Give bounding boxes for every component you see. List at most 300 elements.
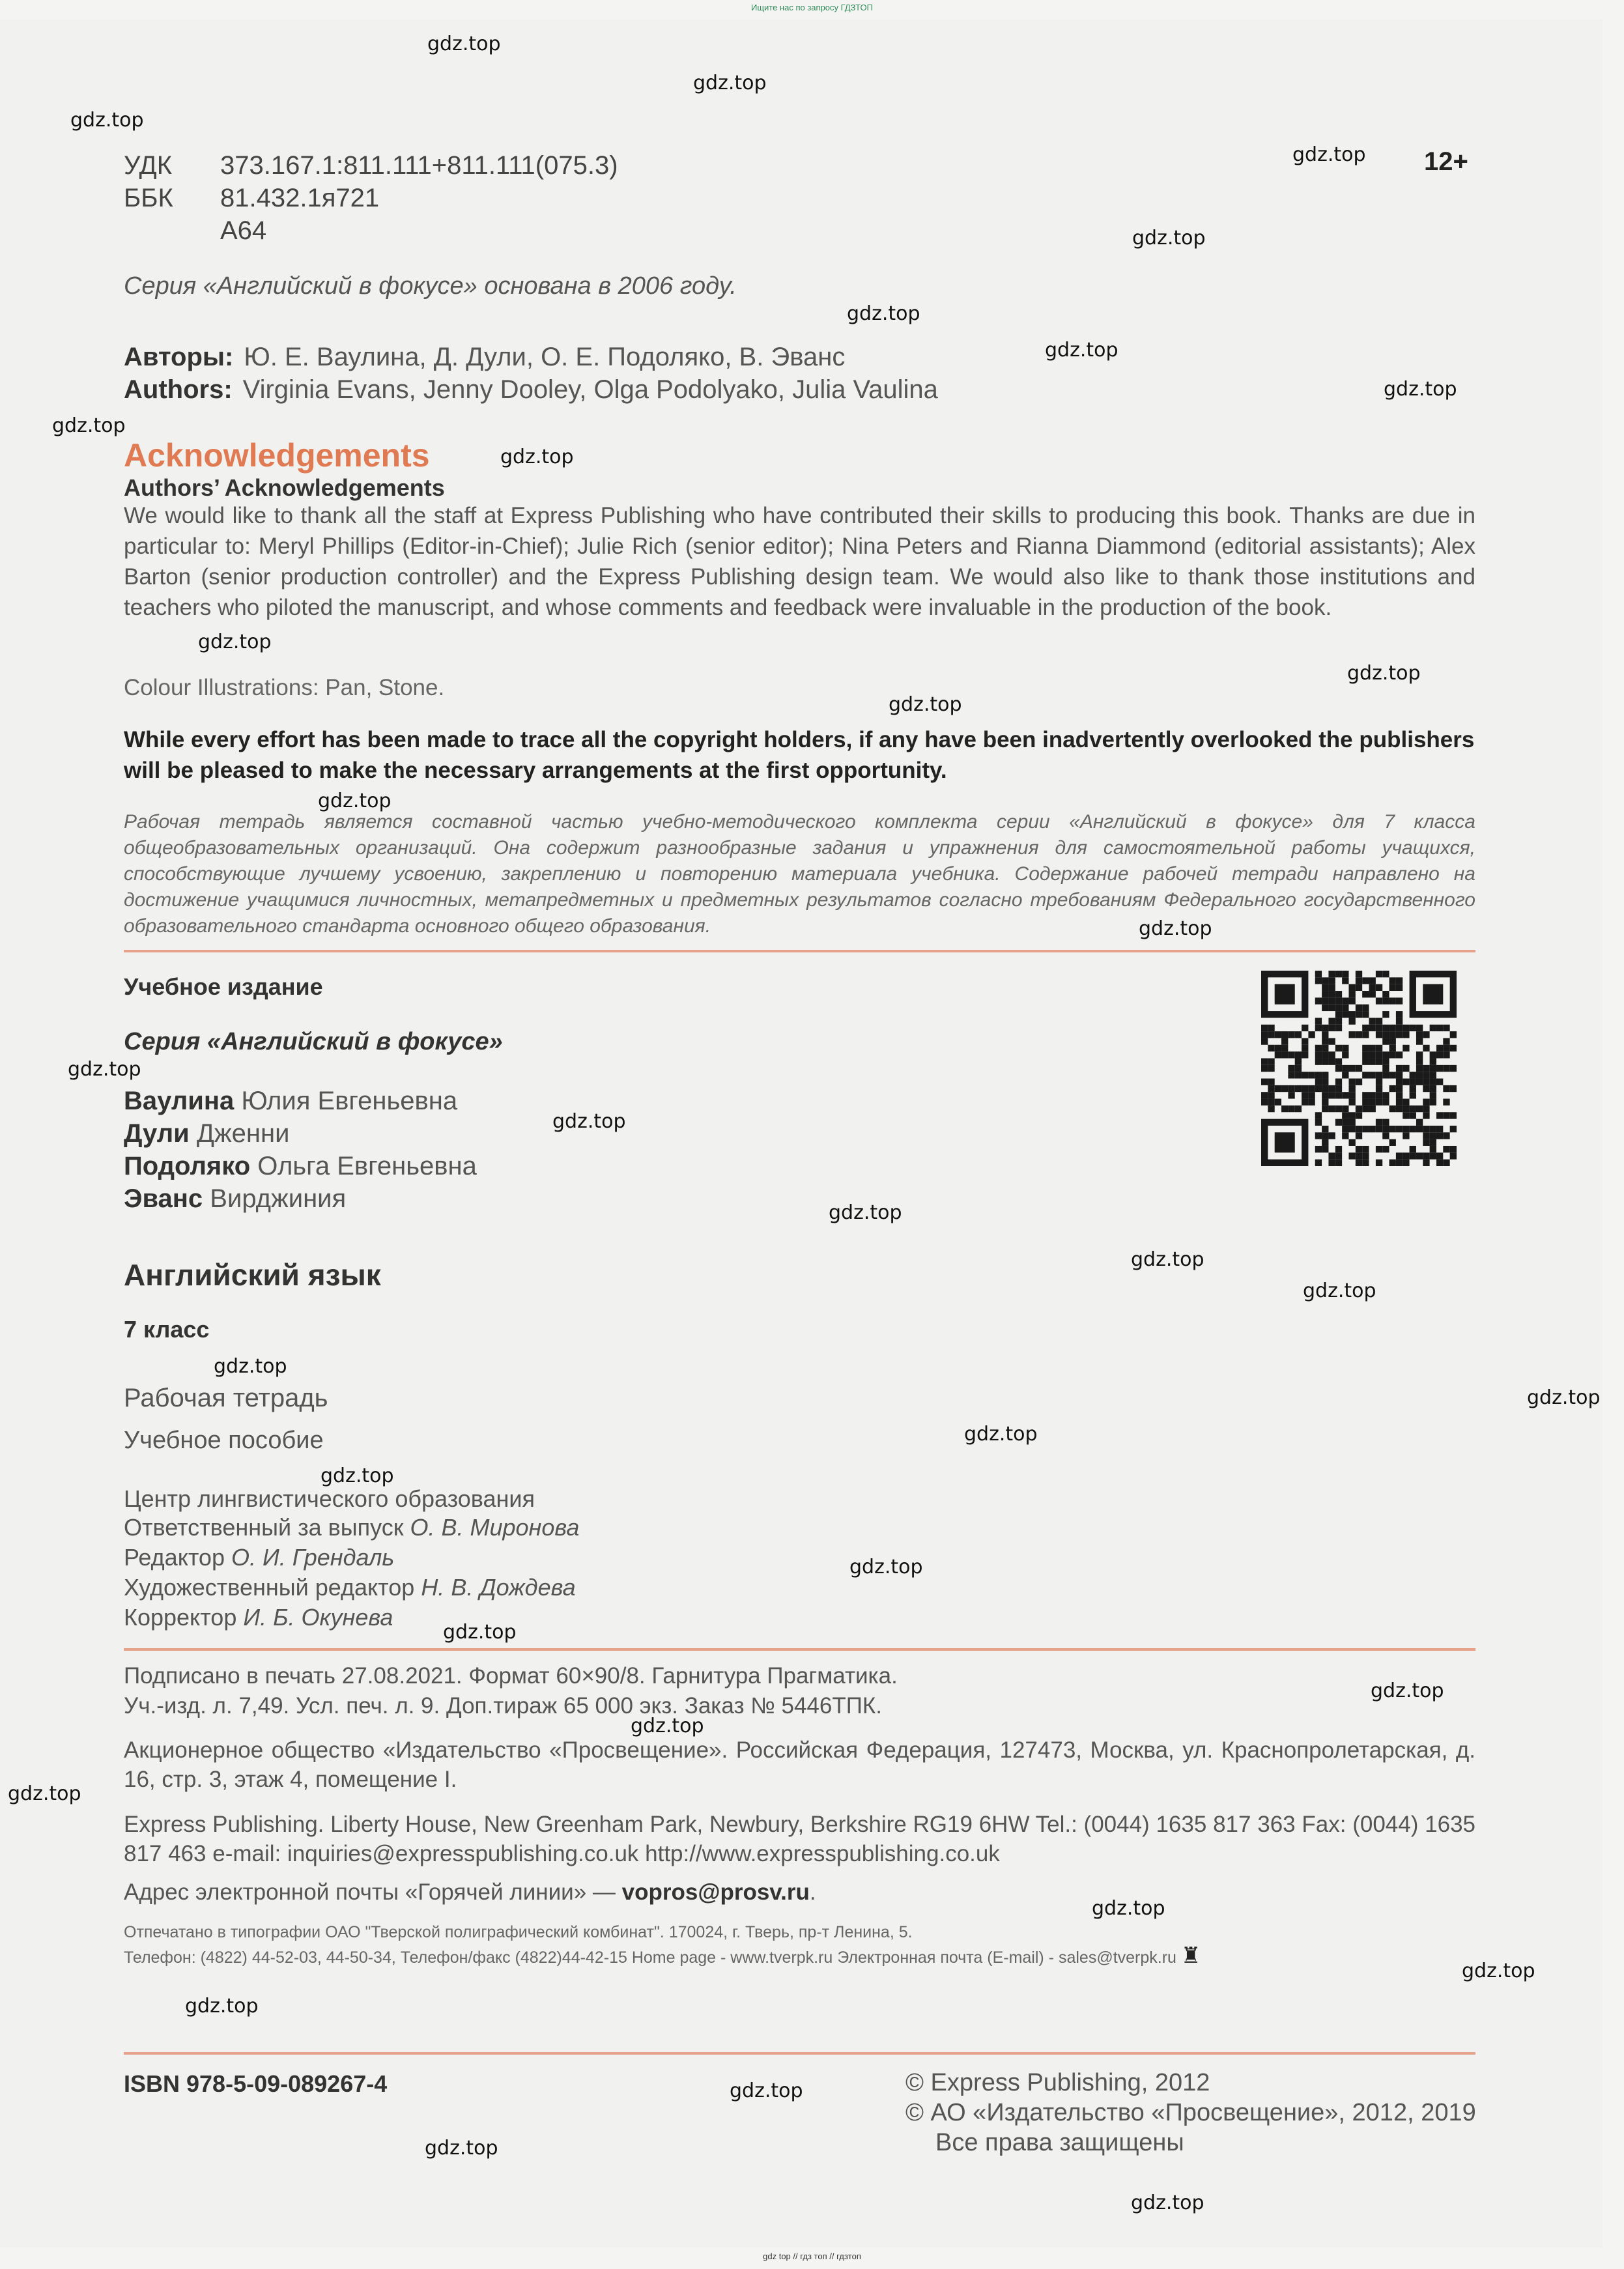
watermark: gdz.top — [552, 1110, 626, 1133]
qr-module — [1396, 1011, 1403, 1018]
qr-module — [1423, 1045, 1429, 1051]
qr-module — [1382, 1031, 1389, 1038]
qr-module — [1328, 1018, 1335, 1024]
qr-module — [1268, 1045, 1274, 1051]
printer-contacts: Телефон: (4822) 44-52-03, 44-50-34, Телефон/факс (4822)44-42-15 Home page - www.tverpk.ru Электронная почта (E-mail) - sales@tverpk.ru — [124, 1948, 1176, 1967]
qr-module — [1430, 1146, 1436, 1152]
qr-module — [1389, 977, 1396, 984]
qr-module — [1302, 1099, 1308, 1106]
qr-module — [1389, 1045, 1396, 1051]
qr-module — [1348, 1119, 1355, 1126]
age-rating: 12+ — [1424, 147, 1468, 176]
qr-module — [1315, 1085, 1322, 1092]
qr-module — [1362, 1051, 1369, 1058]
qr-module — [1335, 1152, 1342, 1159]
qr-module — [1436, 1126, 1443, 1132]
subject-title: Английский язык — [124, 1258, 381, 1292]
qr-module — [1288, 1085, 1294, 1092]
qr-module — [1382, 1126, 1389, 1132]
qr-module — [1403, 1025, 1409, 1031]
qr-module — [1382, 1038, 1389, 1044]
divider — [124, 950, 1475, 952]
classification-value: 81.432.1я721 — [220, 184, 380, 212]
qr-module — [1410, 1152, 1416, 1159]
qr-module — [1396, 1018, 1403, 1024]
qr-module — [1322, 1038, 1328, 1044]
classification-author-mark — [124, 216, 266, 246]
qr-module — [1396, 1051, 1403, 1058]
watermark: gdz.top — [1131, 1248, 1204, 1271]
classification-bbk — [124, 184, 379, 213]
classification-value: 373.167.1:811.111+811.111(075.3) — [220, 151, 618, 180]
qr-module — [1348, 1092, 1355, 1098]
qr-module — [1348, 1085, 1355, 1092]
qr-module — [1423, 1160, 1429, 1166]
qr-module — [1322, 1025, 1328, 1031]
qr-module — [1275, 1051, 1281, 1058]
workbook-description: Рабочая тетрадь является составной частью учебно-методического комплекта серии «Английский в фокусе» для 7 класса общеобразовательных организаций. Она содержит разнообразные задания и упражнения для самостоятельной работы учащихся, способствующие лучшему усвоению, закреплению и повторению материала учебника. Содержание рабочей тетради направлено на достижение учащимися личностных, метапредметных и предметных результатов согласно требованиям Федерального государственного образовательного стандарта основного общего образования. — [124, 811, 1475, 937]
qr-module — [1443, 1112, 1449, 1119]
qr-module — [1348, 991, 1355, 997]
watermark: gdz.top — [1462, 1960, 1535, 1982]
qr-module — [1362, 1092, 1369, 1098]
classification-label: УДК — [124, 151, 173, 180]
qr-module — [1376, 1092, 1382, 1098]
staff-name: И. Б. Окунева — [243, 1604, 393, 1631]
qr-module — [1342, 1045, 1348, 1051]
qr-module — [1362, 1005, 1369, 1011]
qr-module — [1416, 1119, 1423, 1126]
qr-module — [1335, 991, 1342, 997]
qr-module — [1430, 1092, 1436, 1098]
qr-module — [1335, 1005, 1342, 1011]
qr-module — [1295, 1031, 1302, 1038]
qr-module — [1356, 977, 1362, 984]
watermark: gdz.top — [427, 33, 501, 55]
qr-module — [1302, 1025, 1308, 1031]
qr-module — [1382, 1065, 1389, 1072]
qr-module — [1376, 1025, 1382, 1031]
qr-module — [1382, 1092, 1389, 1098]
qr-module — [1348, 1139, 1355, 1146]
qr-module — [1369, 1051, 1376, 1058]
qr-module — [1348, 1126, 1355, 1132]
book-kind: Учебное пособие — [124, 1427, 324, 1454]
qr-module — [1376, 1119, 1382, 1126]
watermark: gdz.top — [1131, 2191, 1204, 2214]
qr-module — [1342, 1092, 1348, 1098]
qr-module — [1443, 1025, 1449, 1031]
qr-module — [1322, 1005, 1328, 1011]
qr-module — [1362, 977, 1369, 984]
qr-module — [1362, 1025, 1369, 1031]
qr-module — [1261, 1092, 1268, 1098]
qr-module — [1396, 984, 1403, 991]
qr-module — [1261, 1031, 1268, 1038]
qr-module — [1342, 1126, 1348, 1132]
qr-module — [1348, 1079, 1355, 1085]
qr-module — [1430, 1085, 1436, 1092]
qr-module — [1443, 1132, 1449, 1139]
author-surname: Дули — [124, 1119, 190, 1148]
qr-module — [1382, 1058, 1389, 1064]
qr-module — [1342, 1106, 1348, 1112]
author-entry — [124, 1087, 457, 1116]
qr-module — [1389, 1160, 1396, 1166]
edition-type: Учебное издание — [124, 973, 323, 1000]
qr-module — [1268, 1025, 1274, 1031]
qr-module — [1302, 1038, 1308, 1044]
qr-module — [1450, 1152, 1457, 1159]
qr-module — [1328, 991, 1335, 997]
watermark: gdz.top — [847, 302, 920, 325]
qr-module — [1328, 1025, 1335, 1031]
qr-module — [1376, 1018, 1382, 1024]
divider — [124, 2052, 1475, 2055]
qr-module — [1322, 1126, 1328, 1132]
qr-module — [1389, 1106, 1396, 1112]
qr-module — [1436, 1152, 1443, 1159]
qr-module — [1308, 1092, 1315, 1098]
print-signed-line: Подписано в печать 27.08.2021. Формат 60×90/8. Гарнитура Прагматика. — [124, 1663, 898, 1689]
hotline-email[interactable]: vopros@prosv.ru — [621, 1879, 810, 1905]
qr-module — [1335, 1085, 1342, 1092]
qr-module — [1322, 1045, 1328, 1051]
qr-module — [1423, 1099, 1429, 1106]
qr-code — [1261, 971, 1457, 1166]
qr-module — [1322, 1051, 1328, 1058]
qr-module — [1450, 1065, 1457, 1072]
edition-series: Серия «Английский в фокусе» — [124, 1028, 503, 1055]
qr-module — [1342, 1005, 1348, 1011]
qr-module — [1275, 1045, 1281, 1051]
qr-module — [1376, 1058, 1382, 1064]
staff-entry — [124, 1574, 576, 1601]
qr-module — [1328, 977, 1335, 984]
qr-module — [1275, 1031, 1281, 1038]
staff-name: О. И. Грендаль — [231, 1544, 395, 1571]
qr-module — [1335, 1119, 1342, 1126]
qr-module — [1403, 1099, 1409, 1106]
qr-module — [1369, 991, 1376, 997]
qr-module — [1348, 1065, 1355, 1072]
qr-module — [1328, 1038, 1335, 1044]
qr-module — [1302, 1072, 1308, 1078]
qr-module — [1423, 1112, 1429, 1119]
qr-module — [1322, 1092, 1328, 1098]
qr-module — [1436, 1160, 1443, 1166]
qr-module — [1322, 1146, 1328, 1152]
qr-module — [1356, 1160, 1362, 1166]
qr-module — [1322, 984, 1328, 991]
qr-module — [1450, 1112, 1457, 1119]
qr-module — [1328, 984, 1335, 991]
qr-module — [1403, 1112, 1409, 1119]
qr-module — [1281, 1085, 1288, 1092]
qr-module — [1389, 1025, 1396, 1031]
qr-module — [1396, 1031, 1403, 1038]
qr-module — [1430, 1126, 1436, 1132]
watermark: gdz.top — [1092, 1897, 1165, 1920]
illustrations-credit: Colour Illustrations: Pan, Stone. — [124, 675, 445, 700]
hotline-label: Адрес электронной почты «Горячей линии» — — [124, 1879, 622, 1905]
watermark: gdz.top — [693, 72, 767, 94]
qr-module — [1369, 1126, 1376, 1132]
qr-module — [1362, 991, 1369, 997]
qr-module — [1315, 1146, 1322, 1152]
qr-module — [1348, 1011, 1355, 1018]
qr-module — [1396, 1085, 1403, 1092]
center-name: Центр лингвистического образования — [124, 1485, 535, 1512]
qr-module — [1268, 1085, 1274, 1092]
qr-module — [1389, 1085, 1396, 1092]
qr-module — [1328, 1051, 1335, 1058]
qr-module — [1302, 1051, 1308, 1058]
qr-module — [1369, 977, 1376, 984]
qr-module — [1281, 1106, 1288, 1112]
watermark: gdz.top — [730, 2079, 803, 2102]
qr-module — [1389, 1139, 1396, 1146]
print-volume-line: Уч.-изд. л. 7,49. Усл. печ. л. 9. Доп.тираж 65 000 экз. Заказ № 5446ТПК. — [124, 1693, 883, 1719]
qr-module — [1410, 1072, 1416, 1078]
qr-module — [1376, 1146, 1382, 1152]
author-name: Вирджиния — [210, 1184, 347, 1213]
staff-entry — [124, 1604, 393, 1631]
grade: 7 класс — [124, 1316, 210, 1343]
qr-finder-top-left — [1261, 971, 1308, 1018]
qr-module — [1430, 1139, 1436, 1146]
printer-logo-icon: ♜ — [1180, 1943, 1201, 1968]
qr-module — [1382, 1119, 1389, 1126]
qr-module — [1443, 1038, 1449, 1044]
qr-module — [1403, 1045, 1409, 1051]
staff-entry — [124, 1544, 394, 1571]
qr-module — [1281, 1051, 1288, 1058]
divider — [124, 1648, 1475, 1651]
qr-module — [1376, 971, 1382, 977]
qr-module — [1430, 1152, 1436, 1159]
qr-module — [1342, 1072, 1348, 1078]
qr-module — [1403, 1079, 1409, 1085]
qr-module — [1356, 1065, 1362, 1072]
qr-module — [1410, 1092, 1416, 1098]
qr-module — [1261, 1079, 1268, 1085]
qr-finder-top-right — [1410, 971, 1457, 1018]
classification-udk — [124, 151, 618, 180]
qr-module — [1389, 1072, 1396, 1078]
qr-module — [1335, 1092, 1342, 1098]
qr-module — [1436, 1025, 1443, 1031]
qr-module — [1356, 1146, 1362, 1152]
qr-module — [1423, 1031, 1429, 1038]
qr-module — [1348, 984, 1355, 991]
qr-module — [1436, 1132, 1443, 1139]
qr-module — [1362, 1072, 1369, 1078]
qr-module — [1376, 1085, 1382, 1092]
authors-en-names: Virginia Evans, Jenny Dooley, Olga Podolyako, Julia Vaulina — [242, 375, 938, 404]
qr-module — [1295, 1051, 1302, 1058]
author-surname: Эванс — [124, 1184, 203, 1213]
watermark: gdz.top — [889, 693, 962, 716]
qr-module — [1268, 1106, 1274, 1112]
watermark: gdz.top — [318, 790, 392, 812]
qr-module — [1335, 1018, 1342, 1024]
staff-role: Корректор — [124, 1604, 237, 1631]
qr-module — [1382, 1051, 1389, 1058]
qr-module — [1275, 1085, 1281, 1092]
qr-module — [1423, 1079, 1429, 1085]
qr-finder-bottom-left — [1261, 1119, 1308, 1166]
qr-module — [1315, 1045, 1322, 1051]
qr-module — [1416, 1051, 1423, 1058]
staff-role: Ответственный за выпуск — [124, 1514, 404, 1541]
qr-module — [1302, 1092, 1308, 1098]
watermark: gdz.top — [1527, 1386, 1601, 1409]
qr-module — [1443, 1160, 1449, 1166]
qr-module — [1328, 971, 1335, 977]
qr-module — [1342, 997, 1348, 1004]
qr-module — [1322, 991, 1328, 997]
qr-module — [1315, 1132, 1322, 1139]
qr-module — [1382, 991, 1389, 997]
copyright-line: © АО «Издательство «Просвещение», 2012, 2019 — [905, 2099, 1476, 2126]
author-entry — [124, 1119, 289, 1149]
qr-module — [1382, 1072, 1389, 1078]
book-type: Рабочая тетрадь — [124, 1384, 328, 1412]
qr-module — [1322, 997, 1328, 1004]
qr-module — [1335, 1079, 1342, 1085]
qr-module — [1335, 971, 1342, 977]
watermark: gdz.top — [185, 1995, 259, 2018]
qr-module — [1342, 1011, 1348, 1018]
qr-module — [1328, 1152, 1335, 1159]
author-surname: Подоляко — [124, 1152, 251, 1180]
qr-module — [1342, 977, 1348, 984]
qr-module — [1443, 1099, 1449, 1106]
qr-module — [1362, 1099, 1369, 1106]
qr-module — [1376, 984, 1382, 991]
copyright-line: Все права защищены — [935, 2129, 1184, 2156]
qr-module — [1423, 1152, 1429, 1159]
qr-module — [1416, 1025, 1423, 1031]
qr-module — [1268, 1058, 1274, 1064]
acknowledgements-title: Acknowledgements — [124, 437, 430, 474]
watermark: gdz.top — [214, 1355, 287, 1378]
staff-name: О. В. Миронова — [410, 1514, 580, 1541]
qr-module — [1322, 1079, 1328, 1085]
qr-module — [1302, 1045, 1308, 1051]
qr-module — [1295, 1085, 1302, 1092]
qr-module — [1416, 1072, 1423, 1078]
qr-module — [1356, 1132, 1362, 1139]
qr-module — [1382, 1025, 1389, 1031]
qr-module — [1322, 1139, 1328, 1146]
qr-module — [1382, 1011, 1389, 1018]
qr-module — [1423, 1126, 1429, 1132]
qr-module — [1416, 1058, 1423, 1064]
staff-role: Редактор — [124, 1544, 225, 1571]
qr-module — [1436, 1045, 1443, 1051]
qr-module — [1403, 1065, 1409, 1072]
qr-module — [1410, 1025, 1416, 1031]
watermark: gdz.top — [1384, 378, 1457, 401]
qr-module — [1302, 1085, 1308, 1092]
hotline-end: . — [809, 1879, 816, 1905]
qr-module — [1396, 1072, 1403, 1078]
watermark: gdz.top — [1132, 227, 1206, 250]
qr-module — [1356, 1011, 1362, 1018]
qr-module — [1389, 1038, 1396, 1044]
authors-en — [124, 375, 938, 405]
qr-module — [1268, 1079, 1274, 1085]
qr-module — [1423, 1072, 1429, 1078]
qr-module — [1335, 1011, 1342, 1018]
qr-module — [1450, 1146, 1457, 1152]
qr-module — [1436, 1065, 1443, 1072]
qr-module — [1356, 1031, 1362, 1038]
qr-module — [1335, 1106, 1342, 1112]
watermark: gdz.top — [321, 1464, 394, 1487]
qr-module — [1396, 977, 1403, 984]
qr-module — [1261, 1058, 1268, 1064]
qr-module — [1322, 1031, 1328, 1038]
qr-module — [1376, 1051, 1382, 1058]
qr-module — [1281, 1031, 1288, 1038]
authors-ru-label: Авторы: — [124, 343, 234, 371]
qr-module — [1315, 1051, 1322, 1058]
authors-ru — [124, 343, 845, 372]
qr-module — [1348, 1099, 1355, 1106]
watermark: gdz.top — [8, 1782, 81, 1805]
qr-module — [1362, 1031, 1369, 1038]
qr-module — [1443, 1045, 1449, 1051]
qr-module — [1356, 1126, 1362, 1132]
qr-module — [1389, 984, 1396, 991]
qr-module — [1295, 1058, 1302, 1064]
qr-module — [1376, 997, 1382, 1004]
qr-module — [1335, 1025, 1342, 1031]
watermark: gdz.top — [631, 1715, 704, 1737]
classification-value: А64 — [220, 216, 267, 245]
qr-module — [1389, 1031, 1396, 1038]
author-name: Юлия Евгеньевна — [241, 1087, 458, 1115]
watermark: gdz.top — [52, 414, 126, 437]
qr-module — [1443, 1085, 1449, 1092]
qr-module — [1356, 1106, 1362, 1112]
qr-module — [1430, 1079, 1436, 1085]
qr-module — [1436, 1079, 1443, 1085]
qr-module — [1295, 1065, 1302, 1072]
acknowledgements-body: We would like to thank all the staff at Express Publishing who have contributed their skills to producing this book. Thanks are due in particular to: Meryl Phillips (Editor-in-Chief); Julie Rich (senior editor); Nina Peters and Rianna Diammond (editorial assistants); Alex Barton (senior production controller) and the Express Publishing design team. We would also like to thank those institutions and teachers who piloted the manuscript, and whose comments and feedback were invaluable in the production of the book. — [124, 503, 1475, 620]
acknowledgements-subtitle: Authors’ Acknowledgements — [124, 474, 445, 501]
qr-module — [1416, 1079, 1423, 1085]
isbn: ISBN 978-5-09-089267-4 — [124, 2070, 388, 2097]
qr-module — [1382, 1099, 1389, 1106]
qr-module — [1389, 1051, 1396, 1058]
qr-module — [1322, 977, 1328, 984]
qr-module — [1403, 1126, 1409, 1132]
qr-module — [1322, 1099, 1328, 1106]
qr-module — [1362, 1058, 1369, 1064]
qr-module — [1268, 1031, 1274, 1038]
qr-module — [1335, 1058, 1342, 1064]
qr-module — [1281, 1045, 1288, 1051]
qr-module — [1335, 1160, 1342, 1166]
qr-module — [1348, 1031, 1355, 1038]
qr-module — [1396, 1152, 1403, 1159]
authors-en-label: Authors: — [124, 375, 233, 404]
watermark: gdz.top — [849, 1556, 923, 1578]
